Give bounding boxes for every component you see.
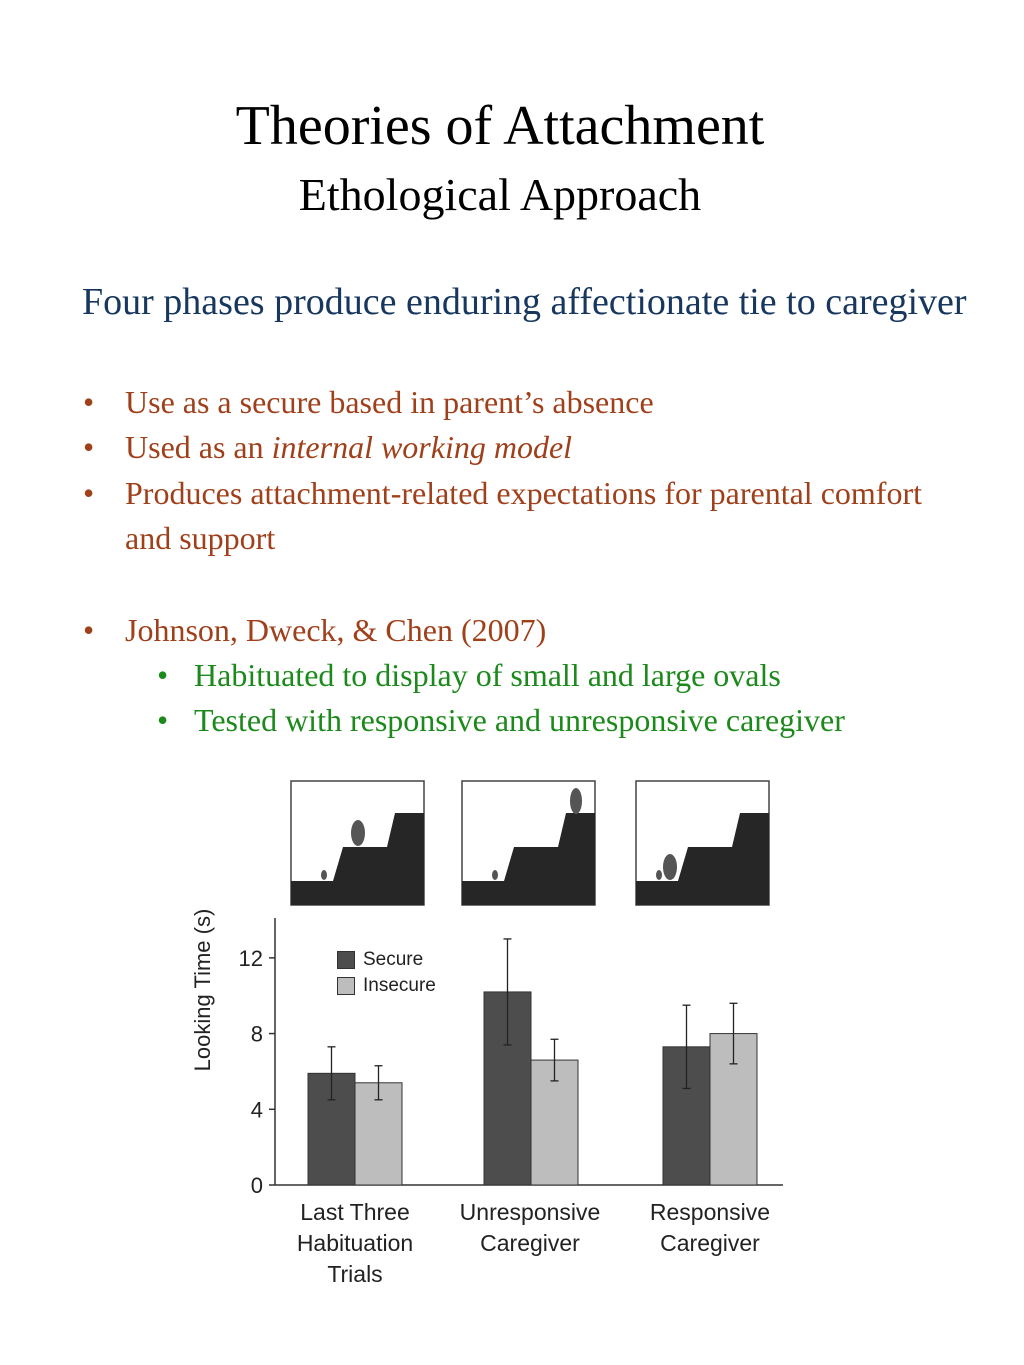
y-axis-label: Looking Time (s) [190,908,215,1072]
figure [185,775,795,1295]
bullet-text: Johnson, Dweck, & Chen (2007) [125,612,547,648]
slide-title: Theories of Attachment [235,95,765,157]
bullet-emphasis: internal working model [271,429,573,465]
bullet-glyph: • [83,475,95,511]
bullet-text: Produces attachment-related expectations for parental comfort and support [125,475,922,556]
bullet-glyph: • [157,702,169,738]
stimulus-panel-habituation [291,781,424,905]
x-tick-line: Caregiver [480,1230,580,1256]
small-oval [656,870,662,880]
sub-bullet-text: Tested with responsive and unresponsive caregiver [194,702,845,738]
sub-bullet-item [157,702,845,738]
bullet-text: Used as an [125,429,272,465]
slide-subtitle: Ethological Approach [298,169,702,220]
sub-bullet-item [157,657,781,693]
x-tick-label [445,1197,615,1259]
bullet-item [83,384,654,420]
legend-item-insecure [337,975,436,997]
x-tick-line: Responsive [649,1199,771,1225]
y-tick-label: 4 [250,1097,263,1123]
x-tick-line: Trials [327,1261,383,1287]
x-tick-line: Last Three [300,1199,410,1225]
legend-label-secure: Secure [363,949,424,970]
legend-label-insecure: Insecure [363,975,436,996]
small-oval [321,870,327,880]
bullet-glyph: • [83,429,95,465]
bullet-text: Use as a secure based in parent’s absence [125,384,654,420]
x-tick-label [270,1197,440,1290]
bullet-item [83,471,975,561]
bullet-glyph: • [83,384,95,420]
bullet-item [83,612,547,648]
x-tick-line: Caregiver [660,1230,760,1256]
large-oval [351,820,365,846]
y-tick-label: 12 [238,945,263,971]
large-oval [570,788,582,814]
y-tick-label: 8 [250,1021,263,1047]
heading: Four phases produce enduring affectionate tie to caregiver [82,281,967,323]
y-tick-label: 0 [250,1173,263,1198]
sub-bullet-text: Habituated to display of small and large ovals [194,657,781,693]
legend-item-secure [337,949,423,971]
bullet-item [83,429,573,465]
x-tick-label [625,1197,795,1259]
bullet-glyph: • [157,657,169,693]
large-oval [663,854,677,880]
legend-swatch-secure [337,951,355,969]
legend-swatch-insecure [337,977,355,995]
small-oval [492,870,498,880]
bullet-glyph: • [83,612,95,648]
stimulus-panel-unresponsive [462,781,595,905]
x-tick-line: Unresponsive [459,1199,601,1225]
stimulus-panel-responsive [636,781,769,905]
x-tick-line: Habituation [296,1230,414,1256]
bar-chart [239,918,783,1198]
